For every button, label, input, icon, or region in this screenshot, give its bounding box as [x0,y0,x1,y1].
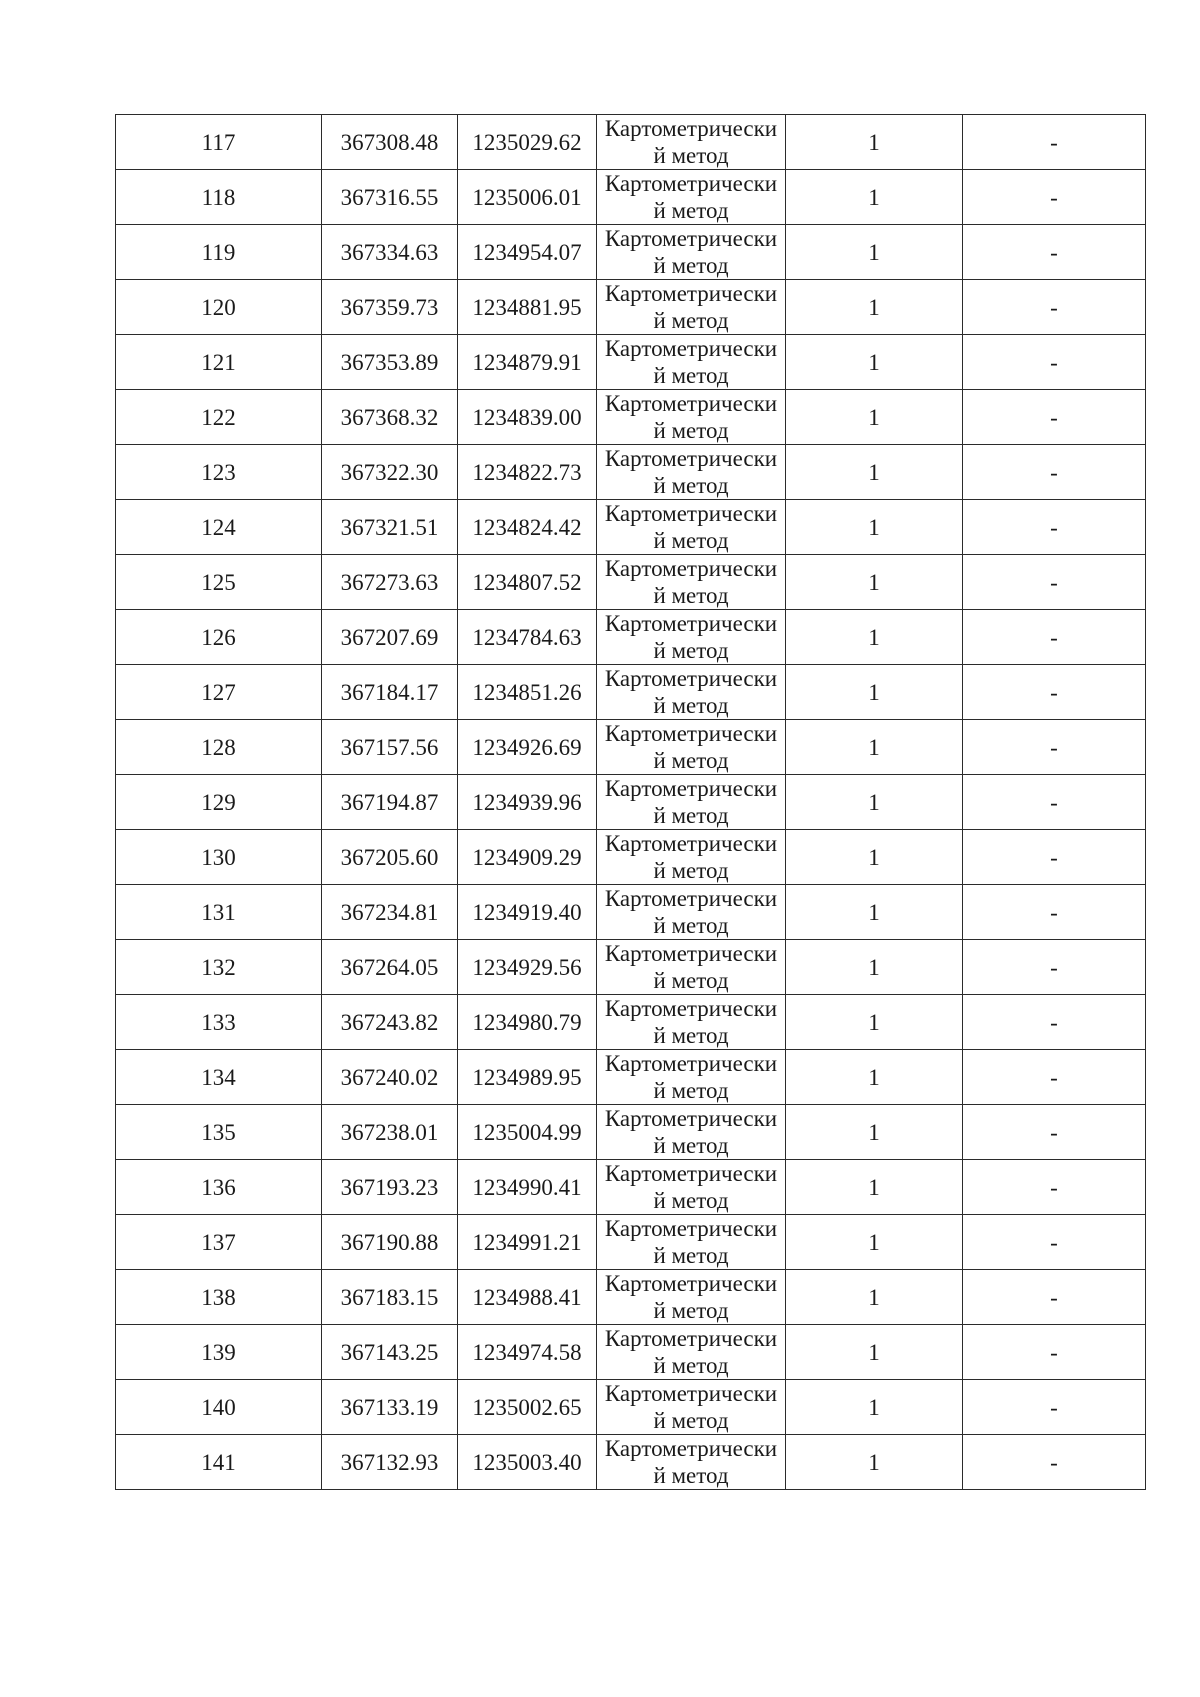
point-number-cell: 126 [116,610,322,665]
point-number-cell: 141 [116,1435,322,1490]
method-cell: Картометрически й метод [597,830,786,885]
table-row [116,1160,1146,1215]
note-cell: - [963,1325,1146,1380]
accuracy-cell: 1 [786,1270,963,1325]
accuracy-cell: 1 [786,885,963,940]
table-row [116,775,1146,830]
method-cell: Картометрически й метод [597,610,786,665]
point-number-cell: 128 [116,720,322,775]
method-cell: Картометрически й метод [597,555,786,610]
table-row [116,170,1146,225]
x-coordinate-cell: 367143.25 [322,1325,458,1380]
table-row [116,225,1146,280]
point-number-cell: 120 [116,280,322,335]
table-row [116,1435,1146,1490]
method-cell: Картометрически й метод [597,1160,786,1215]
method-cell: Картометрически й метод [597,940,786,995]
table-row [116,995,1146,1050]
method-cell: Картометрически й метод [597,775,786,830]
point-number-cell: 140 [116,1380,322,1435]
table-row [116,665,1146,720]
note-cell: - [963,940,1146,995]
x-coordinate-cell: 367308.48 [322,115,458,170]
point-number-cell: 131 [116,885,322,940]
x-coordinate-cell: 367321.51 [322,500,458,555]
point-number-cell: 119 [116,225,322,280]
accuracy-cell: 1 [786,445,963,500]
method-cell: Картометрически й метод [597,225,786,280]
note-cell: - [963,445,1146,500]
method-cell: Картометрически й метод [597,1050,786,1105]
note-cell: - [963,1105,1146,1160]
table-row [116,1270,1146,1325]
method-cell: Картометрически й метод [597,335,786,390]
table-row [116,555,1146,610]
table-row [116,445,1146,500]
table-row [116,885,1146,940]
note-cell: - [963,170,1146,225]
accuracy-cell: 1 [786,1105,963,1160]
y-coordinate-cell: 1234988.41 [458,1270,597,1325]
point-number-cell: 127 [116,665,322,720]
y-coordinate-cell: 1234926.69 [458,720,597,775]
y-coordinate-cell: 1234879.91 [458,335,597,390]
point-number-cell: 125 [116,555,322,610]
table-row [116,500,1146,555]
point-number-cell: 121 [116,335,322,390]
coordinates-table [115,114,1146,1490]
note-cell: - [963,1215,1146,1270]
x-coordinate-cell: 367157.56 [322,720,458,775]
y-coordinate-cell: 1235002.65 [458,1380,597,1435]
note-cell: - [963,280,1146,335]
table-row [116,115,1146,170]
note-cell: - [963,1160,1146,1215]
y-coordinate-cell: 1234974.58 [458,1325,597,1380]
point-number-cell: 137 [116,1215,322,1270]
accuracy-cell: 1 [786,1435,963,1490]
point-number-cell: 138 [116,1270,322,1325]
accuracy-cell: 1 [786,720,963,775]
note-cell: - [963,995,1146,1050]
accuracy-cell: 1 [786,115,963,170]
y-coordinate-cell: 1234824.42 [458,500,597,555]
accuracy-cell: 1 [786,555,963,610]
point-number-cell: 118 [116,170,322,225]
accuracy-cell: 1 [786,775,963,830]
x-coordinate-cell: 367273.63 [322,555,458,610]
x-coordinate-cell: 367205.60 [322,830,458,885]
point-number-cell: 117 [116,115,322,170]
y-coordinate-cell: 1234881.95 [458,280,597,335]
y-coordinate-cell: 1235006.01 [458,170,597,225]
y-coordinate-cell: 1234851.26 [458,665,597,720]
method-cell: Картометрически й метод [597,500,786,555]
x-coordinate-cell: 367240.02 [322,1050,458,1105]
x-coordinate-cell: 367368.32 [322,390,458,445]
accuracy-cell: 1 [786,995,963,1050]
table-row [116,1380,1146,1435]
note-cell: - [963,555,1146,610]
x-coordinate-cell: 367190.88 [322,1215,458,1270]
accuracy-cell: 1 [786,335,963,390]
note-cell: - [963,830,1146,885]
x-coordinate-cell: 367133.19 [322,1380,458,1435]
point-number-cell: 122 [116,390,322,445]
accuracy-cell: 1 [786,665,963,720]
accuracy-cell: 1 [786,1215,963,1270]
x-coordinate-cell: 367132.93 [322,1435,458,1490]
x-coordinate-cell: 367322.30 [322,445,458,500]
method-cell: Картометрически й метод [597,995,786,1050]
point-number-cell: 123 [116,445,322,500]
method-cell: Картометрически й метод [597,1380,786,1435]
note-cell: - [963,885,1146,940]
method-cell: Картометрически й метод [597,1270,786,1325]
x-coordinate-cell: 367207.69 [322,610,458,665]
accuracy-cell: 1 [786,390,963,445]
y-coordinate-cell: 1234991.21 [458,1215,597,1270]
accuracy-cell: 1 [786,170,963,225]
method-cell: Картометрически й метод [597,720,786,775]
note-cell: - [963,390,1146,445]
note-cell: - [963,225,1146,280]
note-cell: - [963,335,1146,390]
note-cell: - [963,1270,1146,1325]
x-coordinate-cell: 367359.73 [322,280,458,335]
x-coordinate-cell: 367334.63 [322,225,458,280]
y-coordinate-cell: 1234954.07 [458,225,597,280]
point-number-cell: 129 [116,775,322,830]
y-coordinate-cell: 1234839.00 [458,390,597,445]
accuracy-cell: 1 [786,830,963,885]
method-cell: Картометрически й метод [597,1105,786,1160]
table-row [116,1105,1146,1160]
x-coordinate-cell: 367353.89 [322,335,458,390]
point-number-cell: 134 [116,1050,322,1105]
y-coordinate-cell: 1234919.40 [458,885,597,940]
y-coordinate-cell: 1234929.56 [458,940,597,995]
method-cell: Картометрически й метод [597,1435,786,1490]
table-row [116,1215,1146,1270]
y-coordinate-cell: 1234822.73 [458,445,597,500]
point-number-cell: 132 [116,940,322,995]
x-coordinate-cell: 367193.23 [322,1160,458,1215]
method-cell: Картометрически й метод [597,665,786,720]
table-row [116,390,1146,445]
x-coordinate-cell: 367184.17 [322,665,458,720]
coordinates-table-body [116,115,1146,1490]
point-number-cell: 133 [116,995,322,1050]
accuracy-cell: 1 [786,1325,963,1380]
method-cell: Картометрически й метод [597,885,786,940]
method-cell: Картометрически й метод [597,170,786,225]
table-row [116,610,1146,665]
note-cell: - [963,115,1146,170]
table-row [116,1325,1146,1380]
accuracy-cell: 1 [786,280,963,335]
accuracy-cell: 1 [786,940,963,995]
x-coordinate-cell: 367194.87 [322,775,458,830]
accuracy-cell: 1 [786,610,963,665]
y-coordinate-cell: 1235004.99 [458,1105,597,1160]
y-coordinate-cell: 1234989.95 [458,1050,597,1105]
y-coordinate-cell: 1235029.62 [458,115,597,170]
note-cell: - [963,610,1146,665]
method-cell: Картометрически й метод [597,445,786,500]
x-coordinate-cell: 367183.15 [322,1270,458,1325]
x-coordinate-cell: 367243.82 [322,995,458,1050]
accuracy-cell: 1 [786,1380,963,1435]
method-cell: Картометрически й метод [597,390,786,445]
point-number-cell: 135 [116,1105,322,1160]
table-row [116,940,1146,995]
method-cell: Картометрически й метод [597,1215,786,1270]
note-cell: - [963,665,1146,720]
method-cell: Картометрически й метод [597,1325,786,1380]
x-coordinate-cell: 367316.55 [322,170,458,225]
accuracy-cell: 1 [786,1050,963,1105]
y-coordinate-cell: 1234909.29 [458,830,597,885]
point-number-cell: 136 [116,1160,322,1215]
x-coordinate-cell: 367264.05 [322,940,458,995]
method-cell: Картометрически й метод [597,115,786,170]
y-coordinate-cell: 1234784.63 [458,610,597,665]
x-coordinate-cell: 367238.01 [322,1105,458,1160]
accuracy-cell: 1 [786,225,963,280]
note-cell: - [963,1380,1146,1435]
point-number-cell: 139 [116,1325,322,1380]
note-cell: - [963,500,1146,555]
note-cell: - [963,720,1146,775]
point-number-cell: 130 [116,830,322,885]
method-cell: Картометрически й метод [597,280,786,335]
point-number-cell: 124 [116,500,322,555]
y-coordinate-cell: 1235003.40 [458,1435,597,1490]
x-coordinate-cell: 367234.81 [322,885,458,940]
table-row [116,720,1146,775]
accuracy-cell: 1 [786,500,963,555]
table-row [116,280,1146,335]
y-coordinate-cell: 1234990.41 [458,1160,597,1215]
accuracy-cell: 1 [786,1160,963,1215]
table-row [116,830,1146,885]
note-cell: - [963,1435,1146,1490]
note-cell: - [963,1050,1146,1105]
y-coordinate-cell: 1234939.96 [458,775,597,830]
table-row [116,1050,1146,1105]
y-coordinate-cell: 1234807.52 [458,555,597,610]
y-coordinate-cell: 1234980.79 [458,995,597,1050]
table-row [116,335,1146,390]
note-cell: - [963,775,1146,830]
